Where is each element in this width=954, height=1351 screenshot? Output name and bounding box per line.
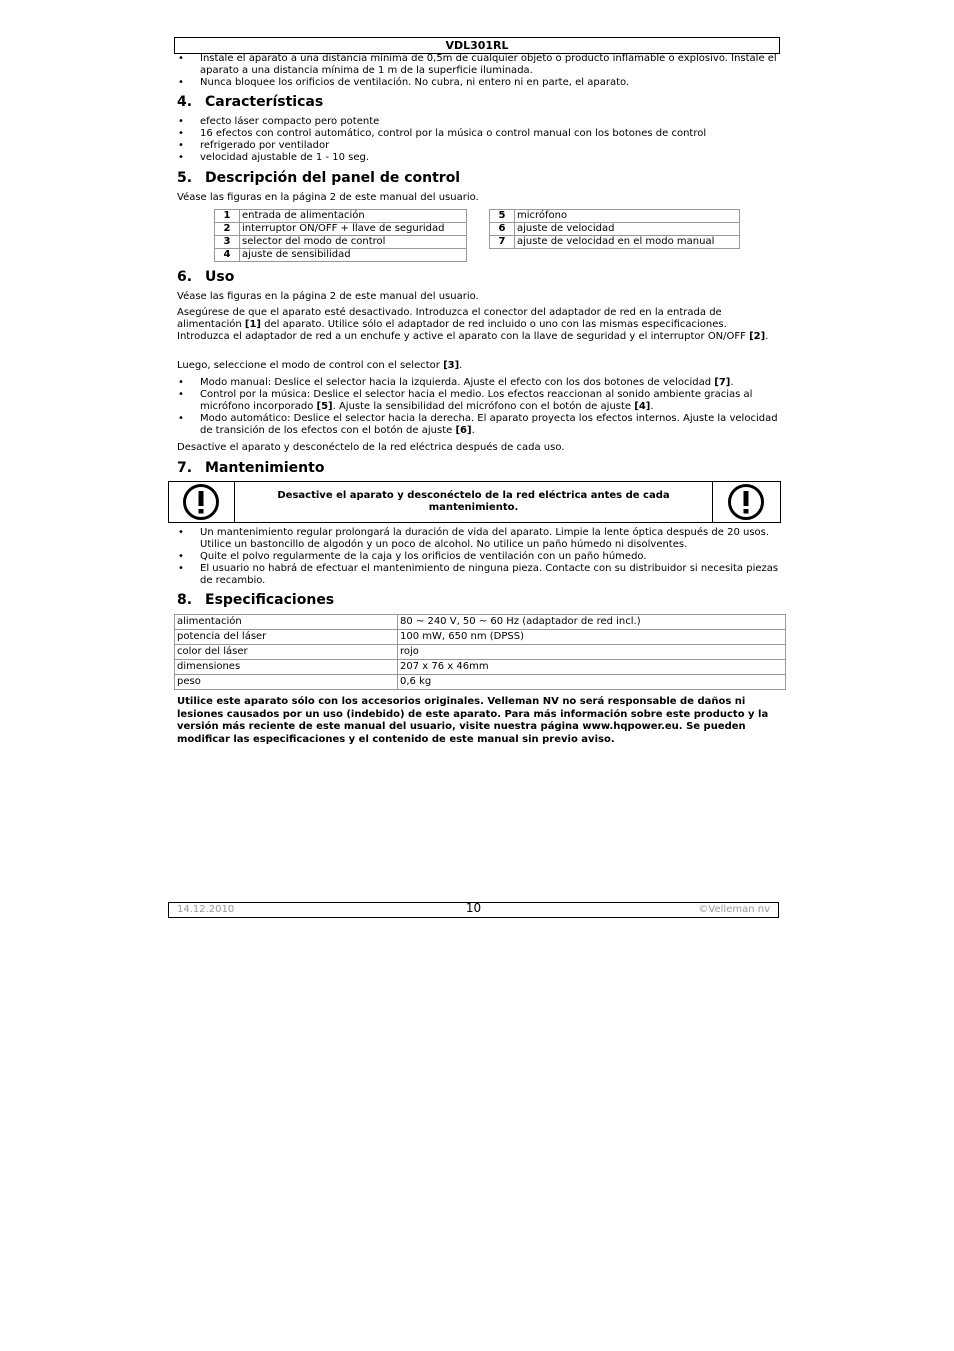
list-item: • velocidad ajustable de 1 - 10 seg. [178,152,778,164]
reference-marker: [4] [634,401,651,412]
text-run: . [650,401,654,412]
list-item: • Un mantenimiento regular prolongará la duración de vida del aparato. Limpie la lente óptica después de 20 usos. Utilice un bastoncillo de algodón y un poco de alcohol. No utilice un paño húmedo ni disolventes. [178,527,779,551]
spec-key: dimensiones [175,660,398,675]
section-6-heading [177,269,234,286]
table-row [175,615,786,630]
table-row [490,236,740,249]
text-run: Asegúrese de que el aparato esté desactivado. Introduzca el conector del adaptador de red en la entrada de alimentación [177,307,722,330]
item-label: ajuste de velocidad en el modo manual [515,236,740,249]
text-run: del aparato. Utilice sólo el adaptador de red incluido o uno con las mismas especificaciones. Introduzca el adaptador de red a un enchufe y active el aparato con la llave de seguridad y el interruptor ON/OFF [177,319,750,342]
section-6-paragraph-3 [177,360,779,372]
section-title: Características [205,94,324,110]
item-label: entrada de alimentación [240,210,467,223]
spec-key: potencia del láser [175,630,398,645]
list-item: • efecto láser compacto pero potente [178,116,778,128]
item-label: selector del modo de control [240,236,467,249]
section-title: Mantenimiento [205,460,325,476]
list-item [178,413,779,437]
reference-marker: [2] [749,331,766,342]
item-label: ajuste de sensibilidad [240,249,467,262]
footer-date: 14.12.2010 [177,904,235,915]
list-item [178,389,779,413]
spec-value: 100 mW, 650 nm (DPSS) [398,630,786,645]
spec-key: alimentación [175,615,398,630]
table-row [215,236,467,249]
reference-marker: [6] [455,425,472,436]
reference-marker: [3] [443,360,460,371]
text-run: . Ajuste la sensibilidad del micrófono con el botón de ajuste [332,401,635,412]
spec-value: rojo [398,645,786,660]
item-label: interruptor ON/OFF + llave de seguridad [240,223,467,236]
table-row [175,675,786,690]
section-number: 7. [177,460,193,476]
header-model: VDL301RL [174,37,780,54]
section-6-paragraph-2 [177,307,779,343]
text-run: Luego, seleccione el modo de control con el selector [177,360,444,371]
item-number: 2 [215,223,240,236]
item-number: 5 [490,210,515,223]
section-title: Especificaciones [205,592,335,608]
spec-key: peso [175,675,398,690]
specifications-table [174,614,786,690]
text-run: . [459,360,463,371]
item-number: 4 [215,249,240,262]
item-number: 7 [490,236,515,249]
text-run: . [765,331,769,342]
list-item [178,377,779,389]
section-number: 5. [177,170,193,186]
table-row [175,630,786,645]
table-row [490,210,740,223]
spec-value: 207 x 76 x 46mm [398,660,786,675]
exclamation-circle-icon [712,482,780,522]
section-5-heading [177,170,460,187]
section-5-intro: Véase las figuras en la página 2 de este manual del usuario. [177,192,479,203]
section-title: Descripción del panel de control [205,170,461,186]
modes-list [178,377,779,437]
text-run: Modo automático: Deslice el selector hacia la derecha. El aparato proyecta los efectos internos. Ajuste la velocidad de transición de los efectos con el botón de ajuste [200,413,778,436]
section-6-paragraph-1: Véase las figuras en la página 2 de este manual del usuario. [177,291,479,302]
table-row [215,210,467,223]
page-number: 10 [465,901,482,915]
spec-value: 80 ~ 240 V, 50 ~ 60 Hz (adaptador de red incl.) [398,615,786,630]
section-4-heading [177,94,323,111]
list-item: • El usuario no habrá de efectuar el mantenimiento de ninguna pieza. Contacte con su distribuidor si necesita piezas de recambio. [178,563,779,587]
section-number: 4. [177,94,193,110]
text-run: . [730,377,734,388]
list-item: • 16 efectos con control automático, control por la música o control manual con los botones de control [178,128,778,140]
table-row [490,223,740,236]
spec-value: 0,6 kg [398,675,786,690]
control-panel-table-left [214,209,467,262]
table-row [175,645,786,660]
warning-text: Desactive el aparato y desconéctelo de la red eléctrica antes de cada mantenimiento. [234,482,713,522]
item-number: 6 [490,223,515,236]
text-run: . [471,425,475,436]
footer-copyright: ©Velleman nv [698,904,770,915]
item-number: 3 [215,236,240,249]
spec-key: color del láser [175,645,398,660]
maintenance-list [178,527,779,587]
page-footer [168,902,779,918]
list-item: • refrigerado por ventilador [178,140,778,152]
item-label: micrófono [515,210,740,223]
section-8-heading [177,592,334,609]
table-row [175,660,786,675]
text-run: Control por la música: Deslice el selector hacia el medio. Los efectos reaccionan al sonido ambiente gracias al micrófono incorporado [200,389,753,412]
section-7-heading [177,460,324,477]
item-label: ajuste de velocidad [515,223,740,236]
list-item: • Quite el polvo regularmente de la caja y los orificios de ventilación con un paño húmedo. [178,551,779,563]
warning-box [168,481,781,523]
intro-bullet-list [178,53,778,89]
reference-marker: [7] [714,377,731,388]
section-number: 6. [177,269,193,285]
exclamation-circle-icon [169,482,233,522]
features-list [178,116,778,164]
reference-marker: [1] [244,319,261,330]
section-number: 8. [177,592,193,608]
list-item: • Nunca bloquee los orificios de ventilación. No cubra, ni entero ni en parte, el aparato. [178,77,778,89]
section-6-paragraph-4: Desactive el aparato y desconéctelo de la red eléctrica después de cada uso. [177,442,565,453]
section-title: Uso [205,269,235,285]
table-row [215,223,467,236]
text-run: Modo manual: Deslice el selector hacia la izquierda. Ajuste el efecto con los dos botones de velocidad [200,377,715,388]
control-panel-table-right [489,209,740,249]
table-row [215,249,467,262]
item-number: 1 [215,210,240,223]
reference-marker: [5] [316,401,333,412]
list-item: • Instale el aparato a una distancia mínima de 0,5m de cualquier objeto o producto inflamable o explosivo. Instale el aparato a una distancia mínima de 1 m de la superficie iluminada. [178,53,778,77]
disclaimer-text: Utilice este aparato sólo con los accesorios originales. Velleman NV no será responsable de daños ni lesiones causados por un uso (indebido) de este aparato. Para más información sobre este producto y la versión más reciente de este manual del usuario, visite nuestra página www.hqpower.eu. Se pueden modificar las especificaciones y el contenido de este manual sin previo aviso. [177,696,769,745]
